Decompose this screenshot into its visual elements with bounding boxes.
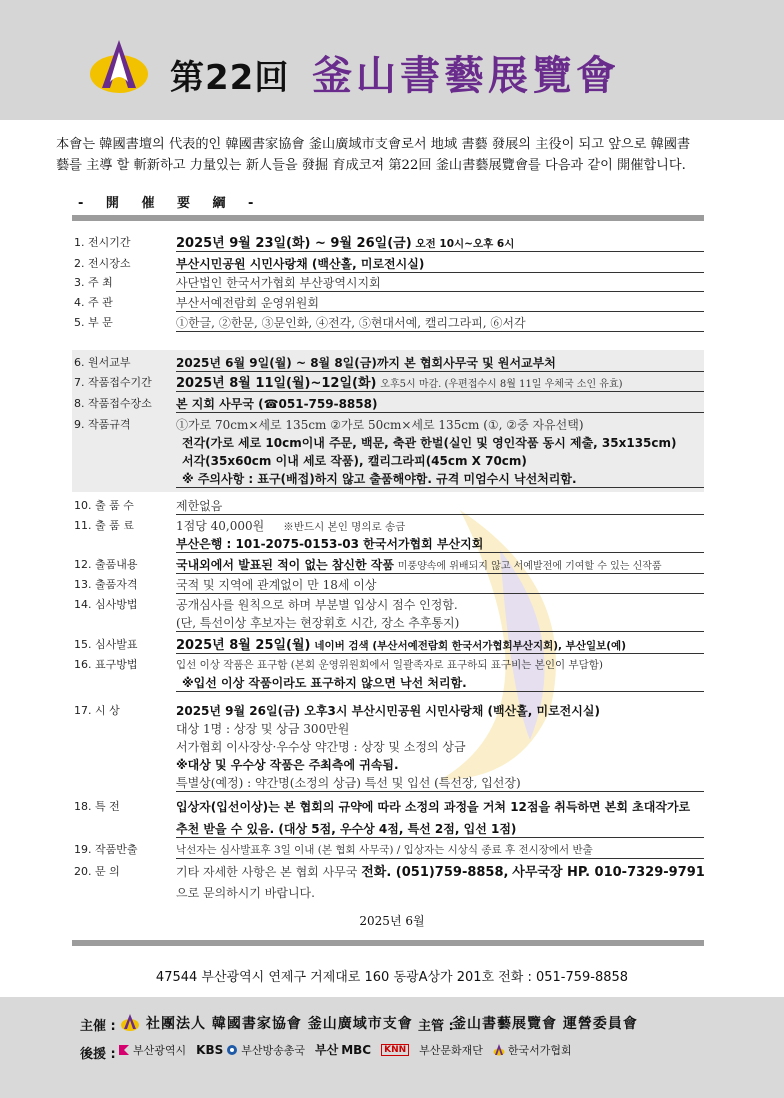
sponsor-label: 後援 : — [80, 1047, 116, 1062]
office-address: 47544 부산광역시 연제구 거제대로 160 동광A상가 201호 전화 : 051-759-8858 — [155, 970, 629, 985]
sponsor-kbs: KBS 부산방송총국 — [196, 1042, 305, 1057]
association-logo-icon — [493, 1044, 505, 1056]
divider-top — [72, 215, 704, 221]
section-title: - 開 催 要 綱 - — [78, 196, 263, 211]
sponsor-knn: KNN — [381, 1044, 409, 1056]
association-logo-icon — [88, 38, 150, 94]
exhibition-title: 釜山書藝展覽會 — [312, 52, 620, 99]
sponsor-list — [118, 1041, 572, 1058]
manager-label: 主管 : — [418, 1019, 454, 1034]
exhibition-number: 第22回 — [170, 58, 290, 98]
intro-line: 本會는 韓國書壇의 代表的인 韓國書家協會 釜山廣域市支會로서 地域 書藝 發展의 主役이 되고 앞으로 韓國書 — [56, 137, 691, 152]
intro-line: 藝를 主導 할 斬新하고 力量있는 新人들을 發掘 育成코져 第22回 釜山書藝展覽會를 다음과 같이 開催합니다. — [56, 158, 686, 173]
document-date: 2025년 6월 — [359, 914, 425, 928]
sponsor-busan-culture: 부산문화재단 — [419, 1043, 483, 1057]
busan-city-logo-icon — [118, 1044, 130, 1056]
kbs-logo-icon — [226, 1044, 238, 1056]
sponsor-busan-city: 부산광역시 — [118, 1042, 186, 1058]
host-name: 社團法人 韓國書家協會 釜山廣域市支會 — [146, 1016, 413, 1032]
sponsor-busan-mbc: 부산 MBC — [315, 1042, 372, 1057]
header-banner — [0, 0, 784, 120]
divider-bottom — [72, 940, 704, 946]
intro-paragraph — [56, 134, 736, 176]
host-label: 主催 : — [80, 1019, 116, 1034]
manager-name: 釜山書藝展覽會 運營委員會 — [452, 1016, 638, 1032]
association-logo-icon — [120, 1013, 140, 1031]
sponsor-association: 한국서가협회 — [493, 1042, 572, 1058]
footer — [0, 997, 784, 1098]
